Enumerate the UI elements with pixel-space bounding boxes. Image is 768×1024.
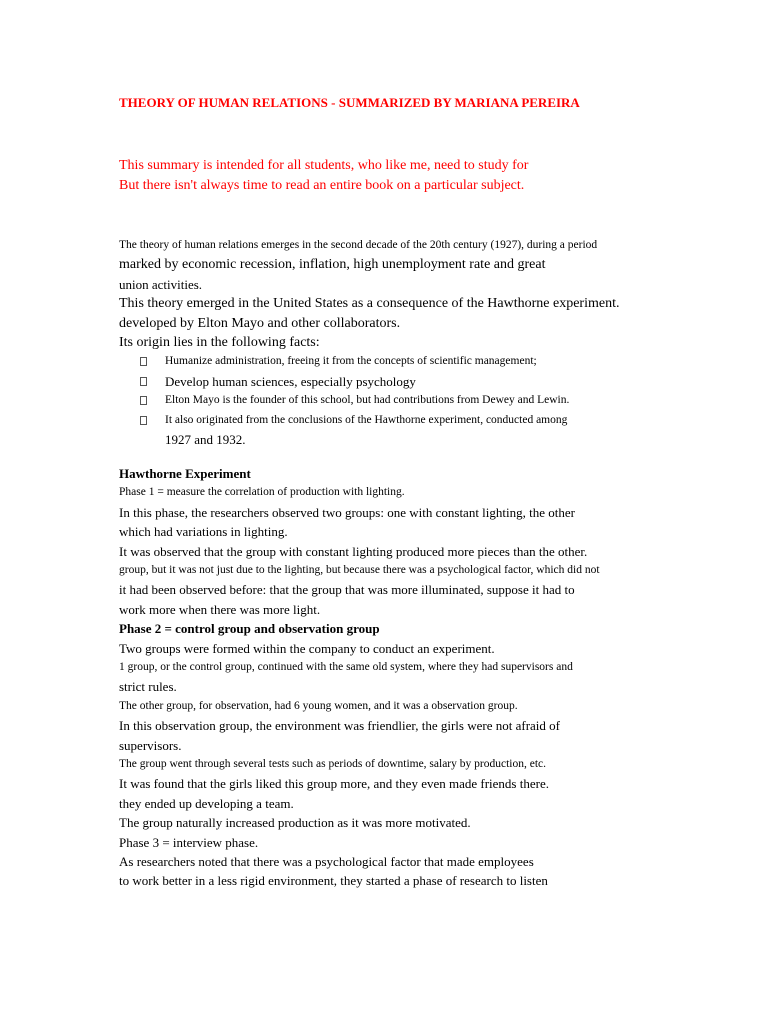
paragraph-line: it had been observed before: that the group that was more illuminated, suppose it had to xyxy=(119,582,575,598)
paragraph-line: group, but it was not just due to the lighting, but because there was a psychological factor, which did not xyxy=(119,563,600,576)
list-item-text: Elton Mayo is the founder of this school, but had contributions from Dewey and Lewin. xyxy=(165,394,570,407)
list-item-text: 1927 and 1932. xyxy=(165,432,246,448)
paragraph-line: The group naturally increased production as it was more motivated. xyxy=(119,815,471,831)
paragraph-line: Two groups were formed within the company to conduct an experiment. xyxy=(119,640,495,656)
paragraph-line: work more when there was more light. xyxy=(119,601,321,617)
phase-heading: Phase 2 = control group and observation group xyxy=(119,621,380,637)
bullet-box-icon xyxy=(140,396,147,405)
list-item-text: Develop human sciences, especially psychology xyxy=(165,373,416,389)
paragraph-line: marked by economic recession, inflation, high unemployment rate and great xyxy=(119,257,546,273)
phase-heading: Phase 1 = measure the correlation of production with lighting. xyxy=(119,486,405,499)
paragraph-line: The other group, for observation, had 6 young women, and it was a observation group. xyxy=(119,699,518,712)
bullet-box-icon xyxy=(140,357,147,366)
list-item-text: Humanize administration, freeing it from the concepts of scientific management; xyxy=(165,355,537,368)
spacer xyxy=(119,450,639,464)
intro-line: This summary is intended for all students, who like me, need to study for xyxy=(119,158,529,173)
bullet-box-icon xyxy=(140,416,147,425)
intro-note xyxy=(119,156,528,196)
paragraph-line: supervisors. xyxy=(119,737,182,753)
document-title: THEORY OF HUMAN RELATIONS - SUMMARIZED BY MARIANA PEREIRA xyxy=(119,95,580,110)
paragraph-line: The theory of human relations emerges in the second decade of the 20th century (1927), during a period xyxy=(119,239,598,251)
paragraph-line: they ended up developing a team. xyxy=(119,795,294,811)
document-body xyxy=(119,236,639,891)
paragraph-line: It was found that the girls liked this group more, and they even made friends there. xyxy=(119,776,549,792)
list-item xyxy=(119,372,639,392)
paragraph-line: which had variations in lighting. xyxy=(119,524,288,540)
paragraph-line: 1 group, or the control group, continued with the same old system, where they had supervisors and xyxy=(119,661,573,673)
paragraph-line: It was observed that the group with constant lighting produced more pieces than the other. xyxy=(119,543,588,559)
paragraph-line: to work better in a less rigid environment, they started a phase of research to listen xyxy=(119,873,548,889)
list-item xyxy=(119,411,639,431)
paragraph-line: strict rules. xyxy=(119,679,177,695)
list-item-continuation xyxy=(119,430,639,450)
bullet-box-icon xyxy=(140,377,147,386)
paragraph-line: In this observation group, the environment was friendlier, the girls were not afraid of xyxy=(119,718,560,734)
phase-heading: Phase 3 = interview phase. xyxy=(119,834,259,850)
paragraph-line: This theory emerged in the United States as a consequence of the Hawthorne experiment. xyxy=(119,296,620,312)
paragraph-line: As researchers noted that there was a psychological factor that made employees xyxy=(119,854,534,870)
list-item xyxy=(119,352,639,372)
origin-list xyxy=(119,352,639,450)
intro-line: But there isn't always time to read an entire book on a particular subject. xyxy=(119,178,525,193)
paragraph-line: union activities. xyxy=(119,276,203,292)
section-heading: Hawthorne Experiment xyxy=(119,465,251,481)
paragraph-line: Its origin lies in the following facts: xyxy=(119,335,320,351)
paragraph-line: In this phase, the researchers observed two groups: one with constant lighting, the other xyxy=(119,504,575,520)
list-item-text: It also originated from the conclusions of the Hawthorne experiment, conducted among xyxy=(165,413,568,426)
paragraph-line: developed by Elton Mayo and other collaborators. xyxy=(119,315,401,331)
list-item xyxy=(119,391,639,411)
paragraph-line: The group went through several tests such as periods of downtime, salary by production, etc. xyxy=(119,758,546,771)
